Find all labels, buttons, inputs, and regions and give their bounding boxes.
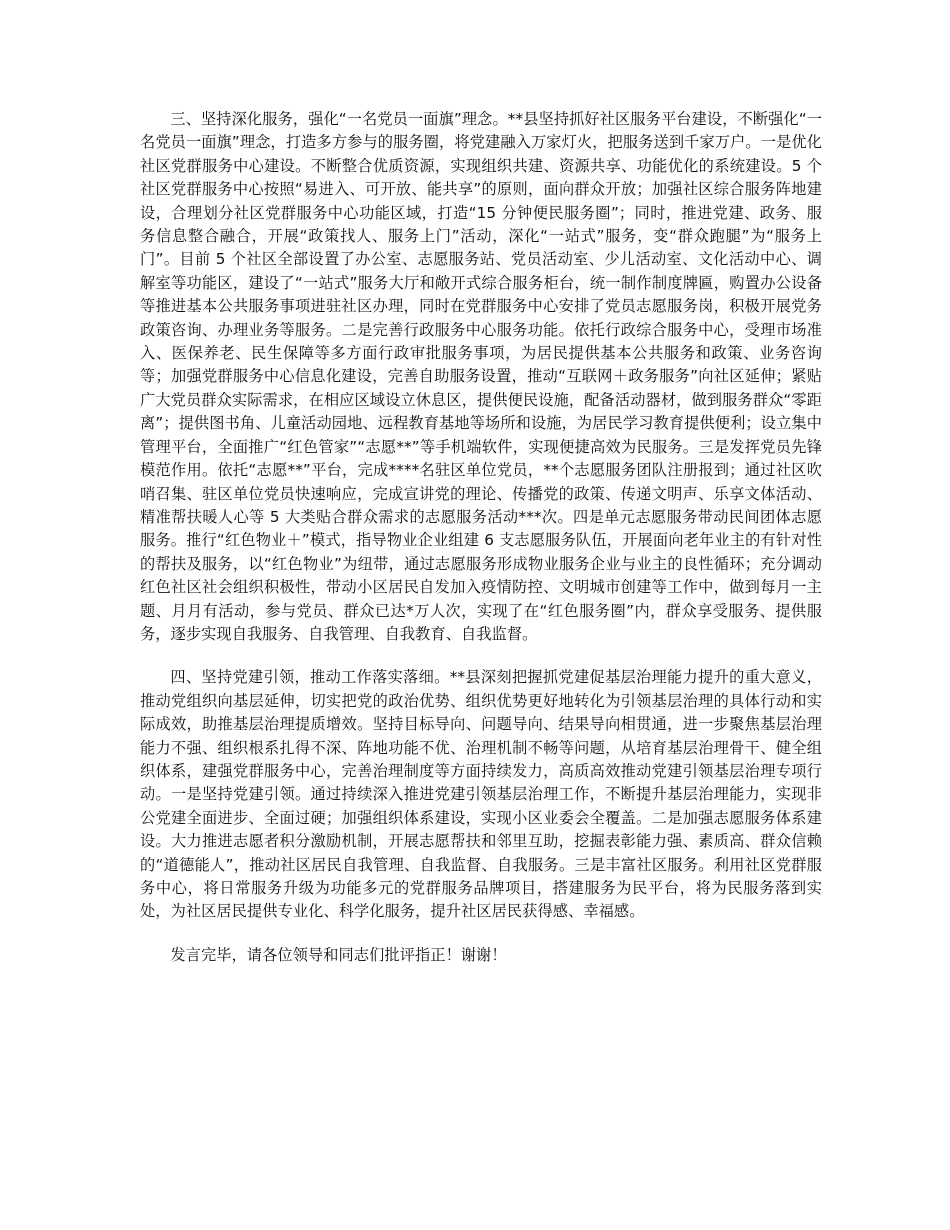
paragraph-closing-remarks: 发言完毕，请各位领导和同志们批评指正！谢谢！ [170, 945, 507, 964]
document-page [140, 108, 822, 967]
paragraph-deepen-service: 三、坚持深化服务，强化“一名党员一面旗”理念。**县坚持抓好社区服务平台建设，不断强化“一名党员一面旗”理念，打造多方参与的服务圈，将党建融入万家灯火，把服务送到千家万户。一是优化社区党群服务中心建设。不断整合优质资源，实现组织共建、资源共享、功能优化的系统建设。5 个社区党群服务中心按照“易进入、可开放、能共享”的原则，面向群众开放；加强社区综合服务阵地建设，合理划分社区党群服务中心功能区域，打造“15 分钟便民服务圈”；同时，推进党建、政务、服务信息整合融合，开展“政策找人、服务上门”活动，深化“一站式”服务，变“群众跑腿”为“服务上门”。目前 5 个社区全部设置了办公室、志愿服务站、党员活动室、少儿活动室、文化活动中心、调解室等功能区，建设了“一站式”服务大厅和敞开式综合服务柜台，统一制作制度牌匾，购置办公设备等推进基本公共服务事项进驻社区办理，同时在党群服务中心安排了党员志愿服务岗，积极开展党务政策咨询、办理业务等服务。二是完善行政服务中心服务功能。依托行政综合服务中心，受理市场准入、医保养老、民生保障等多方面行政审批服务事项，为居民提供基本公共服务和政策、业务咨询等；加强党群服务中心信息化建设，完善自助服务设置，推动“互联网＋政务服务”向社区延伸；紧贴广大党员群众实际需求，在相应区域设立休息区，提供便民设施，配备活动器材，做到服务群众“零距离”；提供图书角、儿童活动园地、远程教育基地等场所和设施，为居民学习教育提供便利；设立集中管理平台，全面推广“红色管家”“志愿**”等手机端软件，实现便捷高效为民服务。三是发挥党员先锋模范作用。依托“志愿**”平台，完成****名驻区单位党员，**个志愿服务团队注册报到；通过社区吹哨召集、驻区单位党员快速响应，完成宣讲党的理论、传播党的政策、传递文明声、乐享文体活动、精准帮扶暖人心等 5 大类贴合群众需求的志愿服务活动***次。四是单元志愿服务带动民间团体志愿服务。推行“红色物业＋”模式，指导物业企业组建 6 支志愿服务队伍，开展面向老年业主的有针对性的帮扶及服务，以“红色物业”为纽带，通过志愿服务形成物业服务企业与业主的良性循环；充分调动红色社区社会组织积极性，带动小区居民自发加入疫情防控、文明城市创建等工作中，做到每月一主题、月月有活动，参与党员、群众已达*万人次，实现了在“红色服务圈”内，群众享受服务、提供服务，逐步实现自我服务、自我管理、自我教育、自我监督。 [140, 110, 822, 643]
paragraph-party-leadership: 四、坚持党建引领，推动工作落实落细。**县深刻把握抓党建促基层治理能力提升的重大意义，推动党组织向基层延伸，切实把党的政治优势、组织优势更好地转化为引领基层治理的具体行动和实际成效，助推基层治理提质增效。坚持目标导向、问题导向、结果导向相贯通，进一步聚焦基层治理能力不强、组织根系扎得不深、阵地功能不优、治理机制不畅等问题，从培育基层治理骨干、健全组织体系，建强党群服务中心，完善治理制度等方面持续发力，高质高效推动党建引领基层治理专项行动。一是坚持党建引领。通过持续深入推进党建引领基层治理工作，不断提升基层治理能力，实现非公党建全面进步、全面过硬；加强组织体系建设，实现小区业委会全覆盖。二是加强志愿服务体系建设。大力推进志愿者积分激励机制，开展志愿帮扶和邻里互助，挖掘表彰能力强、素质高、群众信赖的“道德能人”，推动社区居民自我管理、自我监督、自我服务。三是丰富社区服务。利用社区党群服务中心，将日常服务升级为功能多元的党群服务品牌项目，搭建服务为民平台，将为民服务落到实处，为社区居民提供专业化、科学化服务，提升社区居民获得感、幸福感。 [140, 668, 822, 921]
